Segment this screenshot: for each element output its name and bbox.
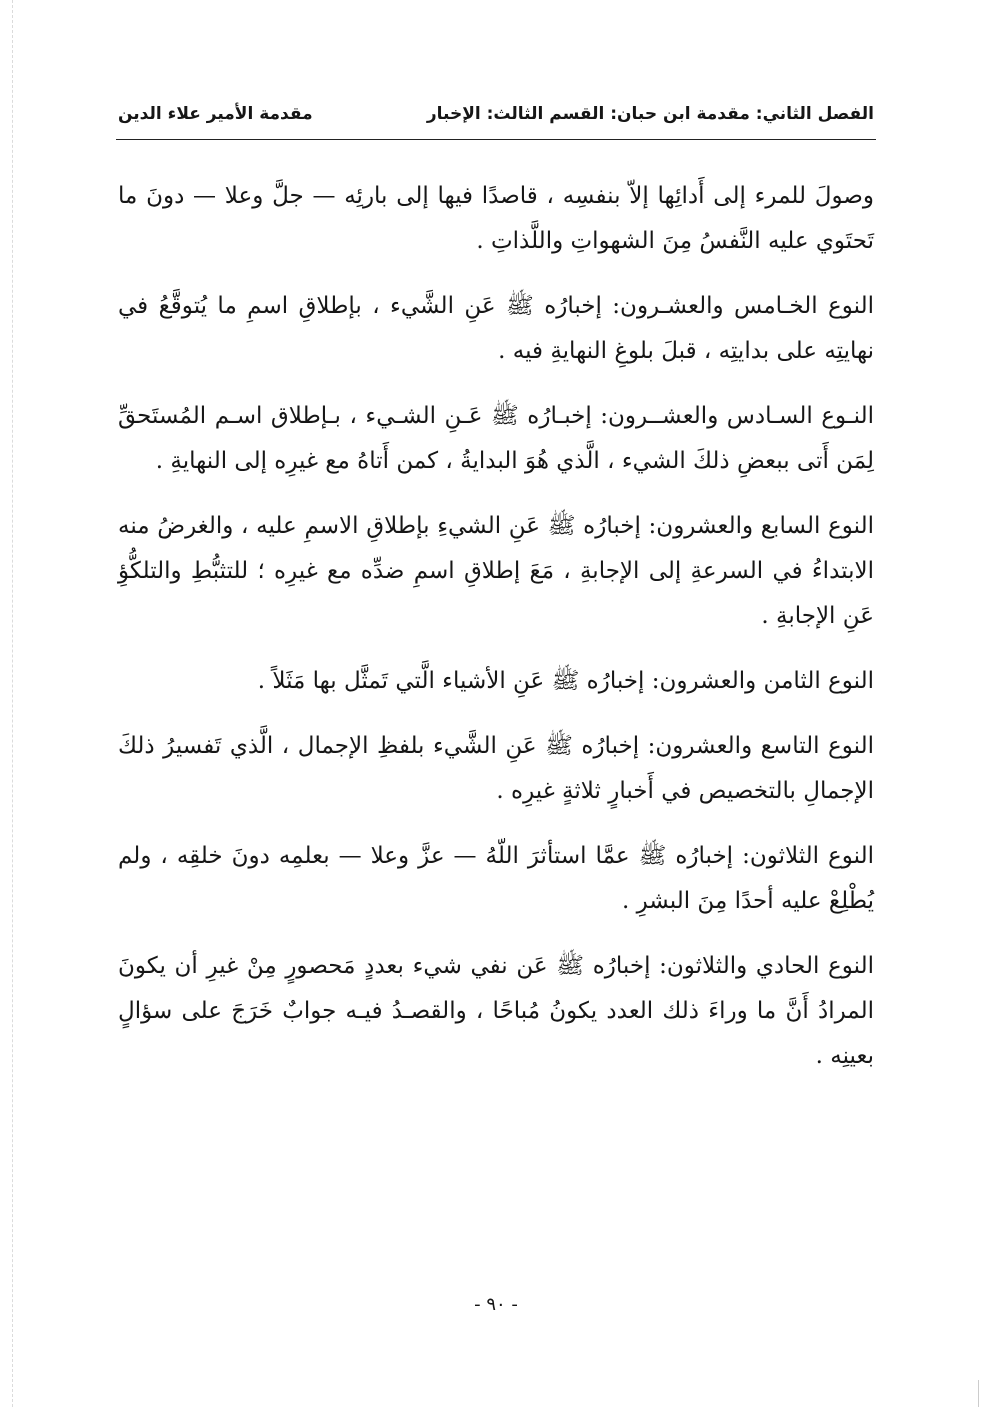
paragraph-type-31: النوع الحادي والثلاثون: إخبارُه ﷺ عَن نفي شيء بعددٍ مَحصورٍ مِنْ غيرِ أن يكونَ المرادُ أَنَّ ما وراءَ ذلك العدد يكونُ مُباحًا ، والقصـدُ فيـه جوابٌ خَرَجَ على سؤالٍ بعينِه . [118, 953, 874, 1069]
body-text [118, 174, 874, 1099]
paragraph-type-29: النوع التاسع والعشرون: إخبارُه ﷺ عَنِ الشَّيء بلفظِ الإجمال ، الَّذي تَفسيرُ ذلكَ الإجمالِ بالتخصيص في أَخبارٍ ثلاثةٍ غيرِه . [118, 733, 874, 804]
paragraph-type-25: النوع الخـامس والعشـرون: إخبارُه ﷺ عَنِ الشَّيء ، بإطلاقِ اسمِ ما يُتوقَّعُ في نهايتِه على بدايتِه ، قبلَ بلوغِ النهايةِ فيه . [118, 293, 874, 364]
paragraph-type-30: النوع الثلاثون: إخبارُه ﷺ عمَّا استأثرَ اللّهُ — عزَّ وعلا — بعلمِه دونَ خلقِه ، ولم يُطْلِعْ عليه أحدًا مِنَ البشرِ . [118, 843, 874, 914]
header-divider [116, 139, 876, 140]
paragraph-continuation: وصولَ للمرء إلى أَدائِها إلاّ بنفسِه ، قاصدًا فيها إلى بارئِه — جلَّ وعلا — دونَ ما تَحتَوي عليه النَّفسُ مِنَ الشهواتِ واللَّذاتِ . [118, 183, 874, 254]
page-header [118, 104, 874, 134]
running-title: مقدمة الأمير علاء الدين [118, 104, 313, 124]
page-number: - ٩٠ - [474, 1294, 518, 1315]
paragraph-type-28: النوع الثامن والعشرون: إخبارُه ﷺ عَنِ الأشياء الَّتي تَمثَّل بها مَثَلاً . [257, 668, 874, 694]
paragraph-type-26: النـوع السـادس والعشــرون: إخبـارُه ﷺ عَـنِ الشـيء ، بـإطلاق اسـم المُستَحقِّ لِمَن أَتى ببعضِ ذلكَ الشيء ، الَّذي هُوَ البدايةُ ، كمن أَتاهُ مع غيرِه إلى النهايةِ . [118, 403, 874, 474]
paragraph-type-27: النوع السابع والعشرون: إخبارُه ﷺ عَنِ الشيءِ بإطلاقِ الاسمِ عليه ، والغرضُ منه الابتداءُ في السرعةِ إلى الإجابةِ ، مَعَ إطلاقِ اسمِ ضدِّه مع غيرِه ؛ للتثبُّطِ والتلكُّؤِ عَنِ الإجابةِ . [118, 513, 874, 629]
chapter-title: الفصل الثاني: مقدمة ابن حبان: القسم الثالث: الإخبار [426, 104, 874, 124]
scan-edge-mark-right [978, 1380, 979, 1407]
scan-edge-mark-left [12, 0, 13, 1407]
